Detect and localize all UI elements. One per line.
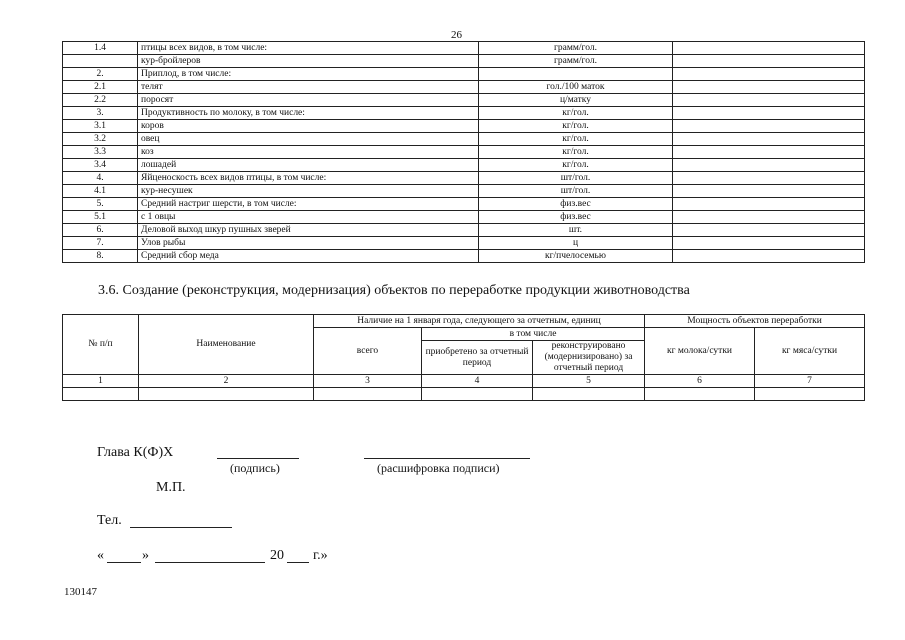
head-label: Глава К(Ф)Х bbox=[97, 445, 174, 460]
date-open-quote: « bbox=[97, 548, 104, 563]
year-line[interactable] bbox=[287, 562, 309, 563]
col-number-cell: 3 bbox=[314, 375, 422, 388]
row-indicator: коз bbox=[138, 146, 479, 159]
row-unit: кг/пчелосемью bbox=[479, 250, 673, 263]
row-unit: гол./100 маток bbox=[479, 81, 673, 94]
decoding-caption: (расшифровка подписи) bbox=[377, 461, 500, 475]
row-unit: физ.вес bbox=[479, 211, 673, 224]
row-value[interactable] bbox=[673, 55, 865, 68]
table-row bbox=[63, 94, 865, 107]
phone-label: Тел. bbox=[97, 513, 122, 528]
col-number-cell: 5 bbox=[533, 375, 645, 388]
row-indicator: птицы всех видов, в том числе: bbox=[138, 42, 479, 55]
section-title: 3.6. Создание (реконструкция, модернизация) объектов по переработке продукции животноводства bbox=[98, 283, 690, 298]
row-indicator: кур-бройлеров bbox=[138, 55, 479, 68]
table-row bbox=[63, 133, 865, 146]
col-number-cell: 6 bbox=[645, 375, 755, 388]
table-row bbox=[63, 81, 865, 94]
row-value[interactable] bbox=[673, 172, 865, 185]
blank-cell[interactable] bbox=[422, 388, 533, 401]
row-unit: кг/гол. bbox=[479, 133, 673, 146]
row-indicator: коров bbox=[138, 120, 479, 133]
row-unit: грамм/гол. bbox=[479, 55, 673, 68]
row-unit: грамм/гол. bbox=[479, 42, 673, 55]
day-line[interactable] bbox=[107, 562, 141, 563]
row-value[interactable] bbox=[673, 224, 865, 237]
row-value[interactable] bbox=[673, 250, 865, 263]
table-row bbox=[63, 211, 865, 224]
phone-line[interactable] bbox=[130, 527, 232, 528]
table-row bbox=[63, 198, 865, 211]
row-number: 2.1 bbox=[63, 81, 138, 94]
table-row bbox=[63, 250, 865, 263]
signature-caption: (подпись) bbox=[230, 461, 280, 475]
processing-objects-table bbox=[62, 314, 865, 401]
table-row bbox=[63, 55, 865, 68]
row-indicator: телят bbox=[138, 81, 479, 94]
row-value[interactable] bbox=[673, 146, 865, 159]
row-number: 2. bbox=[63, 68, 138, 81]
row-value[interactable] bbox=[673, 185, 865, 198]
page-number: 26 bbox=[451, 29, 462, 41]
row-value[interactable] bbox=[673, 159, 865, 172]
row-number: 3.4 bbox=[63, 159, 138, 172]
productivity-table bbox=[62, 41, 865, 263]
row-unit: физ.вес bbox=[479, 198, 673, 211]
header-num: № п/п bbox=[63, 315, 139, 375]
row-number: 3.1 bbox=[63, 120, 138, 133]
row-number: 5.1 bbox=[63, 211, 138, 224]
row-unit: шт/гол. bbox=[479, 172, 673, 185]
row-number: 4. bbox=[63, 172, 138, 185]
blank-cell[interactable] bbox=[63, 388, 139, 401]
form-code: 130147 bbox=[64, 586, 97, 598]
row-indicator: Продуктивность по молоку, в том числе: bbox=[138, 107, 479, 120]
row-value[interactable] bbox=[673, 211, 865, 224]
row-number: 7. bbox=[63, 237, 138, 250]
table-row bbox=[63, 185, 865, 198]
table-row bbox=[63, 237, 865, 250]
row-number: 5. bbox=[63, 198, 138, 211]
row-number: 3.3 bbox=[63, 146, 138, 159]
row-number: 2.2 bbox=[63, 94, 138, 107]
blank-cell[interactable] bbox=[755, 388, 865, 401]
row-value[interactable] bbox=[673, 107, 865, 120]
row-value[interactable] bbox=[673, 94, 865, 107]
row-number: 3.2 bbox=[63, 133, 138, 146]
header-meat: кг мяса/сутки bbox=[755, 328, 865, 375]
row-indicator: овец bbox=[138, 133, 479, 146]
table-row bbox=[63, 42, 865, 55]
row-number: 3. bbox=[63, 107, 138, 120]
row-indicator: с 1 овцы bbox=[138, 211, 479, 224]
header-total: всего bbox=[314, 328, 422, 375]
row-value[interactable] bbox=[673, 42, 865, 55]
table-row bbox=[63, 120, 865, 133]
header-including: в том числе bbox=[422, 328, 645, 341]
header-capacity-group: Мощность объектов переработки bbox=[645, 315, 865, 328]
row-indicator: Яйценоскость всех видов птицы, в том числе: bbox=[138, 172, 479, 185]
table-row bbox=[63, 172, 865, 185]
table-row bbox=[63, 107, 865, 120]
header-reconstructed: реконструировано (модернизировано) за отчетный период bbox=[533, 341, 645, 375]
table-row bbox=[63, 159, 865, 172]
blank-cell[interactable] bbox=[314, 388, 422, 401]
stamp-label: М.П. bbox=[156, 480, 186, 495]
row-indicator: Улов рыбы bbox=[138, 237, 479, 250]
row-indicator: Средний сбор меда bbox=[138, 250, 479, 263]
row-value[interactable] bbox=[673, 68, 865, 81]
row-value[interactable] bbox=[673, 237, 865, 250]
row-indicator: Средний настриг шерсти, в том числе: bbox=[138, 198, 479, 211]
header-acquired: приобретено за отчетный период bbox=[422, 341, 533, 375]
row-number: 8. bbox=[63, 250, 138, 263]
row-value[interactable] bbox=[673, 120, 865, 133]
row-value[interactable] bbox=[673, 133, 865, 146]
row-value[interactable] bbox=[673, 81, 865, 94]
blank-cell[interactable] bbox=[645, 388, 755, 401]
row-unit: ц bbox=[479, 237, 673, 250]
row-indicator: поросят bbox=[138, 94, 479, 107]
row-unit: ц/матку bbox=[479, 94, 673, 107]
row-number bbox=[63, 55, 138, 68]
header-presence-group: Наличие на 1 января года, следующего за отчетным, единиц bbox=[314, 315, 645, 328]
month-line[interactable] bbox=[155, 562, 265, 563]
row-unit: шт/гол. bbox=[479, 185, 673, 198]
table-row bbox=[63, 68, 865, 81]
decoding-line[interactable] bbox=[364, 458, 530, 459]
header-milk: кг молока/сутки bbox=[645, 328, 755, 375]
row-number: 1.4 bbox=[63, 42, 138, 55]
row-indicator: Деловой выход шкур пушных зверей bbox=[138, 224, 479, 237]
date-close-quote: » bbox=[142, 548, 149, 563]
row-indicator: Приплод, в том числе: bbox=[138, 68, 479, 81]
row-unit: шт. bbox=[479, 224, 673, 237]
year-suffix: г.» bbox=[313, 548, 328, 563]
row-indicator: лошадей bbox=[138, 159, 479, 172]
signature-line[interactable] bbox=[217, 458, 299, 459]
table-row bbox=[63, 224, 865, 237]
row-unit: кг/гол. bbox=[479, 146, 673, 159]
col-number-cell: 2 bbox=[139, 375, 314, 388]
row-unit: кг/гол. bbox=[479, 159, 673, 172]
row-unit: кг/гол. bbox=[479, 107, 673, 120]
row-unit: кг/гол. bbox=[479, 120, 673, 133]
table-row bbox=[63, 146, 865, 159]
row-unit bbox=[479, 68, 673, 81]
header-name: Наименование bbox=[139, 315, 314, 375]
row-indicator: кур-несушек bbox=[138, 185, 479, 198]
blank-cell[interactable] bbox=[139, 388, 314, 401]
col-number-cell: 1 bbox=[63, 375, 139, 388]
blank-cell[interactable] bbox=[533, 388, 645, 401]
row-value[interactable] bbox=[673, 198, 865, 211]
col-number-cell: 7 bbox=[755, 375, 865, 388]
row-number: 6. bbox=[63, 224, 138, 237]
year-prefix: 20 bbox=[270, 548, 284, 563]
col-number-cell: 4 bbox=[422, 375, 533, 388]
row-number: 4.1 bbox=[63, 185, 138, 198]
